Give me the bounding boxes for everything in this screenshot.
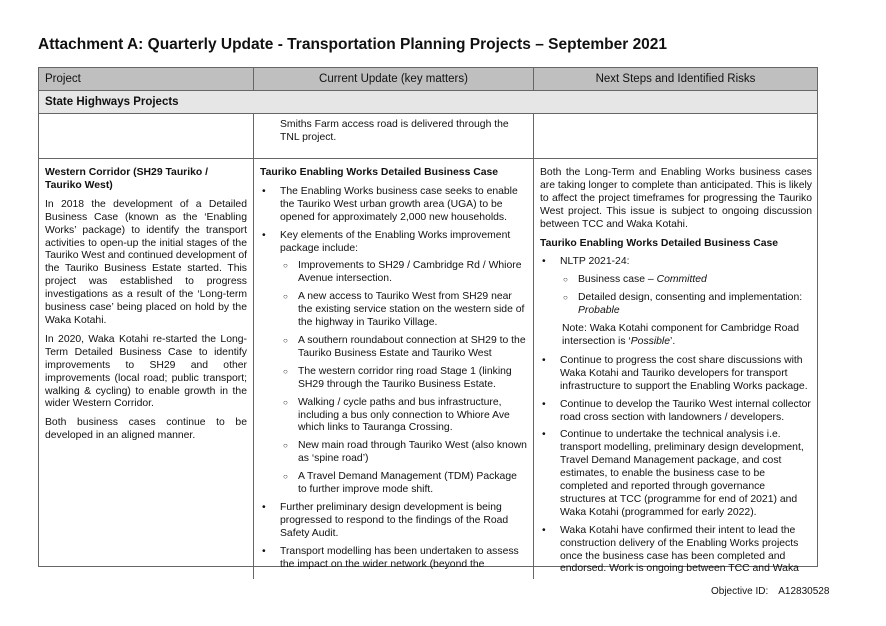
status-value: Committed xyxy=(656,274,707,286)
next-intro: Both the Long-Term and Enabling Works business cases are taking longer to complete than anticipated. This is likely to affect the project timeframes for progressing the Tauriko West project. This issue is subject to ongoing discussion between TCC and Waka Kotahi. xyxy=(540,167,812,230)
header-current-update: Current Update (key matters) xyxy=(254,68,534,90)
table-header-row xyxy=(39,68,817,91)
current-heading: Tauriko Enabling Works Detailed Business Case xyxy=(260,167,499,178)
sub-list-item: ○ The western corridor ring road Stage 1 (linking SH29 through the Tauriko Business Estate. xyxy=(260,366,527,392)
sub-list-item: ○ New main road through Tauriko West (also known as ‘spine road’) xyxy=(260,440,527,466)
header-project: Project xyxy=(39,68,254,90)
sub-list-item: ○ A new access to Tauriko West from SH29 near the existing service station on the western side of the highway in Tauriko Village. xyxy=(260,291,527,330)
continuation-project-cell xyxy=(39,114,254,158)
sub-list-item: ○ Improvements to SH29 / Cambridge Rd / Whiore Avenue intersection. xyxy=(260,260,527,286)
objective-id-label: Objective ID: xyxy=(711,586,769,597)
list-item: • The Enabling Works business case seeks to enable the Tauriko West urban growth area (UGA) to be opened for approximately 2,000 new households. xyxy=(260,186,527,225)
list-item: • Further preliminary design development is being progressed to respond to the findings of the Road Safety Audit. xyxy=(260,502,527,541)
status-value: Probable xyxy=(578,305,620,317)
header-next-steps: Next Steps and Identified Risks xyxy=(595,73,756,85)
page-title: Attachment A: Quarterly Update - Transportation Planning Projects – September 2021 xyxy=(38,36,668,53)
sub-list-item: ○ A southern roundabout connection at SH29 to the Tauriko Business Estate and Tauriko West xyxy=(260,335,527,361)
project-paragraph: In 2020, Waka Kotahi re-started the Long-Term Detailed Business Case to identify improvements to SH29 and other improvements (local road; public transport; walking & cycling) to enable growth in the wider Western Corridor. xyxy=(45,333,247,410)
list-item: • Transport modelling has been undertaken to assess the impact on the wider network (beyond the xyxy=(260,546,527,572)
sub-list-item xyxy=(540,274,812,287)
current-update-cell xyxy=(254,159,534,579)
list-item: • NLTP 2021-24: xyxy=(540,256,812,269)
list-item: • Continue to undertake the technical analysis i.e. transport modelling, preliminary design development, Travel Demand Management package, and cost estimates, to enable the business case to be completed and reported through governance structures at TCC (programme for end of 2021) and Waka Kotahi (programmed for early 2022). xyxy=(540,429,812,519)
next-actions-list xyxy=(540,355,812,577)
next-steps-cell xyxy=(534,159,817,579)
project-paragraph: In 2018 the development of a Detailed Business Case (known as the ‘Enabling Works’ package) to identify the transport activities to open-up the initial stages of the Tauriko West and continued development of the Tauriko Business Estate started. This project was established to progress investigations as a result of the ‘Long-term business case’ being placed on hold by the Waka Kotahi. xyxy=(45,198,247,326)
objective-id-value: A12830528 xyxy=(778,586,830,597)
section-row: State Highways Projects xyxy=(39,91,817,114)
current-list xyxy=(260,186,527,572)
project-paragraph: Both business cases continue to be developed in an aligned manner. xyxy=(45,417,247,442)
list-item: • Key elements of the Enabling Works improvement package include: xyxy=(260,230,527,256)
sub-list-item: ○ A Travel Demand Management (TDM) Package to further improve mode shift. xyxy=(260,471,527,497)
sub-list-item xyxy=(540,292,812,318)
project-cell xyxy=(39,159,254,579)
sub-list-item: ○ Walking / cycle paths and bus infrastructure, including a bus only connection to Whiore Ave which links to Tauranga Crossing. xyxy=(260,397,527,436)
status-label: Business case – xyxy=(578,274,657,286)
list-item: • Waka Kotahi have confirmed their intent to lead the construction delivery of the Enabling Works projects once the business case has been completed and endorsed. Work is ongoing between TCC and Waka xyxy=(540,525,812,577)
objective-id xyxy=(711,586,829,597)
status-label: Detailed design, consenting and implementation: xyxy=(578,292,803,304)
continuation-next-cell xyxy=(534,114,817,158)
note-value: Possible xyxy=(630,335,671,347)
projects-table xyxy=(38,67,818,575)
next-list xyxy=(540,256,812,318)
note-text: Note: Waka Kotahi component for Cambridge Road intersection is ‘Possible’. xyxy=(562,323,799,347)
continuation-text: Smiths Farm access road is delivered through the TNL project. xyxy=(254,114,534,158)
list-item: • Continue to progress the cost share discussions with Waka Kotahi and Tauriko developers for transport infrastructure to support the Enabling Works package. xyxy=(540,355,812,394)
continuation-row xyxy=(39,114,817,159)
list-item: • Continue to develop the Tauriko West internal collector road cross section with landowners / developers. xyxy=(540,399,812,425)
project-name: Western Corridor (SH29 Tauriko / Tauriko West) xyxy=(45,167,209,191)
next-heading: Tauriko Enabling Works Detailed Business Case xyxy=(540,237,779,249)
table-row xyxy=(39,159,817,579)
